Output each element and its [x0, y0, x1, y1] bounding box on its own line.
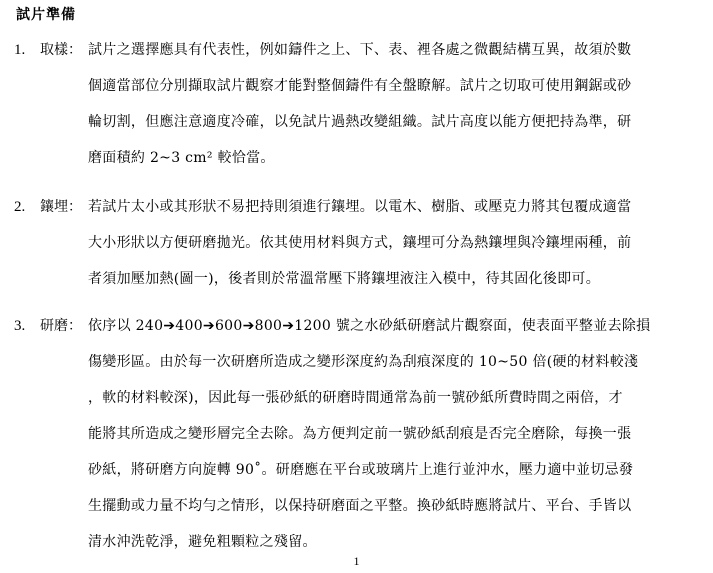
- paragraph-line: 砂紙，將研磨方向旋轉 90˚。研磨應在平台或玻璃片上進行並沖水，壓力適中並切忌發: [88, 462, 634, 478]
- paragraph-line: 個適當部位分別擷取試片觀察才能對整個鑄件有全盤瞭解。試片之切取可使用鋼鋸或砂: [88, 78, 632, 94]
- paragraph-line: 磨面積約 2~3 cm² 較恰當。: [88, 150, 275, 166]
- paragraph-line: 生擺動或力量不均勻之情形，以保持研磨面之平整。換砂紙時應將試片、平台、手皆以: [88, 498, 632, 514]
- paragraph-line: 者須加壓加熱(圖一)，後者則於常溫常壓下將鑲埋液注入模中，待其固化後即可。: [88, 271, 601, 287]
- paragraph-line: ，軟的材料較深)，因此每一張砂紙的研磨時間通常為前一號砂紙所費時間之兩倍，才: [88, 390, 623, 406]
- section-title: 試片準備: [16, 7, 76, 23]
- section-number: 3.: [14, 318, 26, 334]
- paragraph-line: 大小形狀以方便研磨拋光。依其使用材料與方式，鑲埋可分為熱鑲埋與冷鑲埋兩種，前: [88, 235, 632, 251]
- paragraph-line: 輪切割，但應注意適度冷確，以免試片過熱改變組織。試片高度以能方便把持為準，研: [88, 114, 632, 130]
- section-label: 研磨：: [40, 318, 82, 334]
- section-label: 鑲埋：: [40, 199, 82, 215]
- paragraph-line: 傷變形區。由於每一次研磨所造成之變形深度約為刮痕深度的 10~50 倍(硬的材料較淺: [88, 354, 639, 370]
- paragraph-line: 能將其所造成之變形層完全去除。為方便判定前一號砂紙刮痕是否完全磨除，每換一張: [88, 426, 632, 442]
- page-number: 1: [353, 554, 360, 568]
- paragraph-line: 若試片太小或其形狀不易把持則須進行鑲埋。以電木、樹脂、或壓克力將其包覆成適當: [88, 199, 632, 215]
- paragraph-line: 依序以 240➔400➔600➔800➔1200 號之水砂紙研磨試片觀察面，使表面平整並去除損: [88, 318, 651, 334]
- section-number: 1.: [14, 42, 26, 58]
- paragraph-line: 清水沖洗乾淨，避免粗顆粒之殘留。: [88, 534, 317, 550]
- section-label: 取樣：: [40, 42, 82, 58]
- paragraph-line: 試片之選擇應具有代表性，例如鑄件之上、下、表、裡各處之微觀結構互異，故須於數: [88, 42, 632, 58]
- section-number: 2.: [14, 199, 26, 215]
